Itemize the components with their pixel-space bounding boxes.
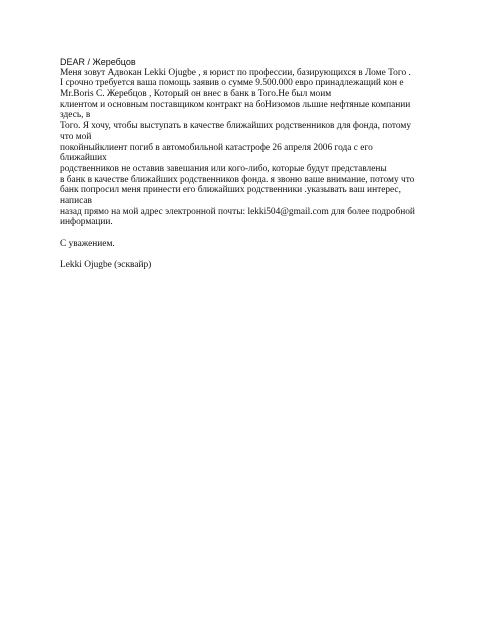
body-line: в банк в качестве ближайших родственников фонда. я звоню ваше внимание, потому что [60, 174, 415, 185]
body-line: банк попросил меня принести его ближайших родственники .указывать ваш интерес, [60, 185, 401, 196]
body-line: здесь, в [60, 110, 91, 121]
letter-body [60, 57, 445, 271]
body-line: ближайших [60, 153, 107, 164]
body-line: I срочно требуется ваша помощь заявив о сумме 9.500.000 евро принадлежащий кон е [60, 78, 404, 89]
body-line: Того. Я хочу, чтобы выступать в качестве ближайших родственников для фонда, потому [60, 121, 412, 132]
signature: Lekki Ojugbe (эсквайр) [60, 260, 152, 271]
body-line: покойныйклиент погиб в автомобильной катастрофе 26 апреля 2006 года с его [60, 142, 373, 153]
body-line: назад прямо на мой адрес электронной почты: lekki504@gmail.com для более подробной [60, 206, 415, 217]
body-line: Mr.Boris С. Жеребцов , Который он внес в банк в Того.Не был моим [60, 89, 332, 100]
body-line: написав [60, 195, 92, 206]
closing: С уважением. [60, 238, 115, 249]
paragraph-spacer [60, 228, 445, 239]
body-line: Меня зовут Адвокан Lekki Ojugbe , я юрист по профессии, базирующихся в Ломе Того . [60, 67, 411, 78]
body-line: что мой [60, 131, 92, 142]
paragraph-spacer [60, 249, 445, 260]
greeting: DEAR / Жеребцов [60, 57, 136, 67]
body-line: информации. [60, 217, 113, 228]
body-line: родственников не оставив завешания или кого-либо, которые будут представлены [60, 163, 387, 174]
body-line: клиентом и основным поставщиком контракт на боНизомов льшие нефтяные компании [60, 99, 411, 110]
